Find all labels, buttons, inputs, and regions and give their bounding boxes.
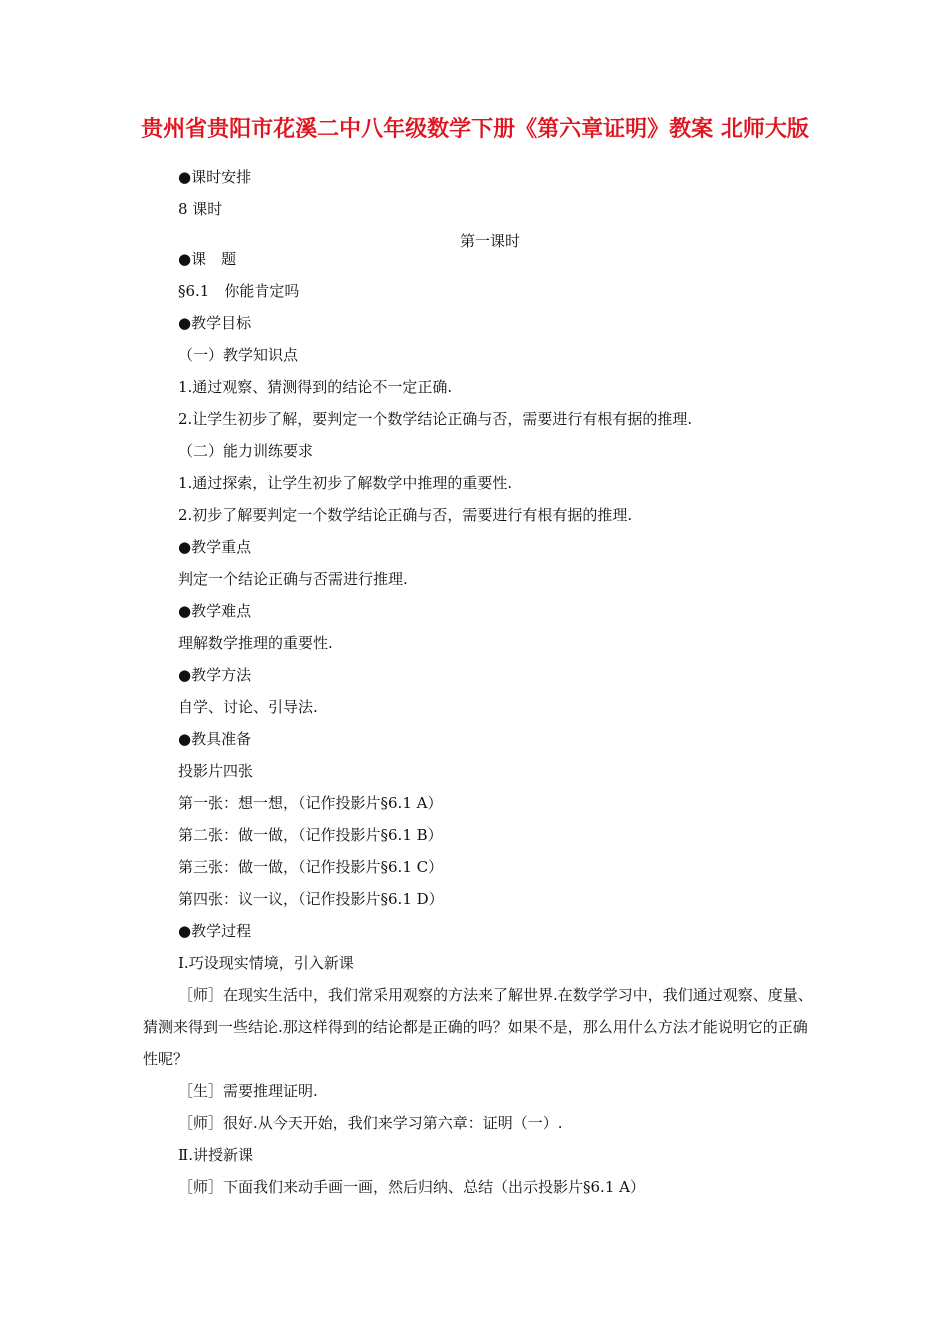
text-teacher-reply: ［师］很好.从今天开始，我们来学习第六章：证明（一）.	[178, 1114, 563, 1132]
heading-methods: ●教学方法	[178, 666, 252, 684]
text-ability-1: 1.通过探索，让学生初步了解数学中推理的重要性.	[178, 474, 513, 492]
text-teacher-instruction: ［师］下面我们来动手画一画，然后归纳、总结（出示投影片§6.1 A）	[178, 1178, 645, 1196]
text-hours: 8 课时	[178, 200, 223, 218]
text-topic: §6.1 你能肯定吗	[178, 282, 300, 300]
text-slide-3: 第三张：做一做，（记作投影片§6.1 C）	[178, 858, 444, 876]
heading-topic: ●课 题	[178, 250, 237, 268]
text-methods: 自学、讨论、引导法.	[178, 698, 318, 716]
text-key-points: 判定一个结论正确与否需进行推理.	[178, 570, 408, 588]
section-2-title: Ⅱ.讲授新课	[178, 1146, 253, 1164]
text-materials: 投影片四张	[178, 762, 254, 780]
section-1-title: Ⅰ.巧设现实情境，引入新课	[178, 954, 354, 972]
heading-objectives: ●教学目标	[178, 314, 252, 332]
heading-materials: ●教具准备	[178, 730, 252, 748]
lesson-title: 第一课时	[459, 232, 520, 250]
teacher-paragraph: ［师］在现实生活中，我们常采用观察的方法来了解世界.在数学学习中，我们通过观察、度量、猜测来得到一些结论.那这样得到的结论都是正确的吗？如果不是，那么用什么方法才能说明它的正确性呢？	[143, 986, 813, 1068]
text-difficulties: 理解数学推理的重要性.	[178, 634, 333, 652]
document-title: 贵州省贵阳市花溪二中八年级数学下册《第六章证明》教案 北师大版	[141, 117, 809, 142]
heading-process: ●教学过程	[178, 922, 252, 940]
text-slide-2: 第二张：做一做，（记作投影片§6.1 B）	[178, 826, 443, 844]
text-ability-2: 2.初步了解要判定一个数学结论正确与否，需要进行有根有据的推理.	[178, 506, 633, 524]
heading-schedule: ●课时安排	[178, 168, 252, 186]
text-slide-4: 第四张：议一议，（记作投影片§6.1 D）	[178, 890, 444, 908]
heading-difficulties: ●教学难点	[178, 602, 252, 620]
subheading-knowledge: （一）教学知识点	[178, 346, 299, 364]
subheading-ability: （二）能力训练要求	[178, 442, 314, 460]
text-knowledge-1: 1.通过观察、猜测得到的结论不一定正确.	[178, 378, 453, 396]
text-slide-1: 第一张：想一想，（记作投影片§6.1 A）	[178, 794, 443, 812]
text-knowledge-2: 2.让学生初步了解，要判定一个数学结论正确与否，需要进行有根有据的推理.	[178, 410, 693, 428]
heading-key-points: ●教学重点	[178, 538, 252, 556]
text-student-reply: ［生］需要推理证明.	[178, 1082, 318, 1100]
